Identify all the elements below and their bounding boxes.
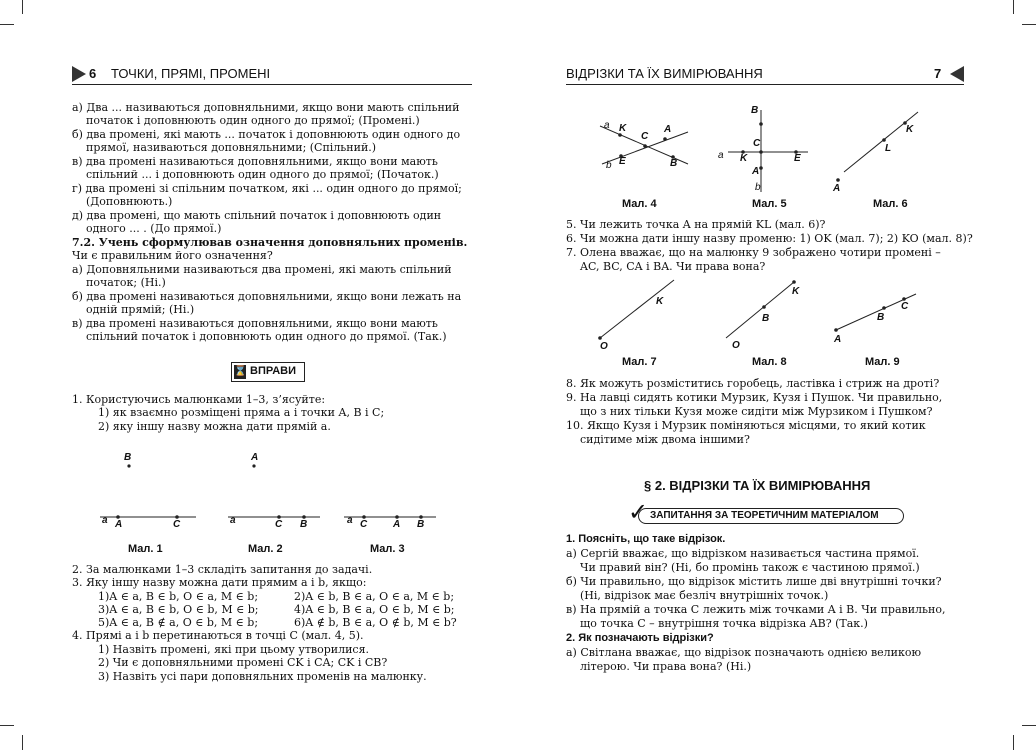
figure-2 <box>228 452 338 532</box>
text-line: б) Чи правильно, що відрізок містить лише дві внутрішні точки? <box>566 575 942 588</box>
exercise-3-item: 5)A ∈ a, B ∉ a, O ∈ b, M ∈ b; <box>98 616 259 629</box>
page-arrow-icon <box>950 66 964 82</box>
figure-caption: Мал. 4 <box>622 198 657 210</box>
text-line: спільний початок і доповнюють один одного до прямої. (Так.) <box>86 330 447 343</box>
text-line: 7.2. Учень сформулював означення доповняльних променів. <box>72 236 468 249</box>
exercises-label: ВПРАВИ <box>250 365 297 377</box>
exercise-1-item: 1) як взаємно розміщені пряма a і точки A, B і C; <box>98 406 385 419</box>
figure-caption: Мал. 9 <box>865 356 900 368</box>
point-label: C <box>753 138 761 149</box>
exercise-4-item: 2) Чи є доповняльними промені CK і CA; CK і CB? <box>98 656 388 669</box>
text-line: початок; (Ні.) <box>86 276 166 289</box>
figure-6 <box>838 110 928 190</box>
text-line: а) Доповняльними називаються два промені, які мають спільний <box>72 263 452 276</box>
crop-mark <box>1013 735 1014 750</box>
page-arrow-icon <box>72 66 86 82</box>
point-label: A <box>834 334 842 345</box>
text-line: літерою. Чи права вона? (Ні.) <box>580 660 752 673</box>
point <box>598 336 602 340</box>
crop-mark <box>1013 0 1014 14</box>
point-label: B <box>877 312 885 323</box>
point <box>882 306 886 310</box>
question-8: 8. Як можуть розміститись горобець, ластівка і стриж на дроті? <box>566 377 940 390</box>
text-line: в) два промені називаються доповняльними, якщо вони мають <box>72 317 438 330</box>
point-label: C <box>173 519 181 530</box>
crop-mark <box>1022 24 1036 25</box>
crop-mark <box>22 735 23 750</box>
point-label: a <box>718 150 724 161</box>
point-label: E <box>794 153 801 164</box>
point-label: B <box>670 158 678 169</box>
ray-l <box>844 112 918 172</box>
figure-4 <box>598 112 698 182</box>
exercise-3-item: 6)A ∉ b, B ∈ a, O ∉ b, M ∈ b? <box>294 616 457 629</box>
text-line: початок і доповнюють один одного до прямої; (Промені.) <box>86 114 420 127</box>
question-10: 10. Якщо Кузя і Мурзик поміняються місцями, то який котик <box>566 419 926 432</box>
figure-caption: Мал. 3 <box>370 543 405 555</box>
text-line: г) два промені зі спільним початком, які ... один одного до прямої; <box>72 182 462 195</box>
figure-caption: Мал. 2 <box>248 543 283 555</box>
crop-mark <box>1022 725 1036 726</box>
exercise-1: 1. Користуючись малюнками 1–3, з’ясуйте: <box>72 393 326 406</box>
section-title: § 2. ВІДРІЗКИ ТА ЇХ ВИМІРЮВАННЯ <box>644 478 871 493</box>
point-label: A <box>115 519 123 530</box>
point-label: A <box>251 452 259 463</box>
point <box>759 166 763 170</box>
point-label: K <box>792 286 800 297</box>
question-7: 7. Олена вважає, що на малюнку 9 зображено чотири промені – <box>566 246 941 259</box>
point-label: b <box>755 182 761 193</box>
question-9: 9. На лавці сидять котики Мурзик, Кузя і Пушок. Чи правильно, <box>566 391 943 404</box>
question-6: 6. Чи можна дати іншу назву променю: 1) OK (мал. 7); 2) KO (мал. 8)? <box>566 232 973 245</box>
text-line: а) Сергій вважає, що відрізком називається частина прямої. <box>566 547 920 560</box>
page-number: 6 <box>89 66 97 81</box>
figure-7 <box>598 278 688 348</box>
crop-mark <box>22 0 23 14</box>
figure-caption: Мал. 6 <box>873 198 908 210</box>
ray-ko <box>726 282 794 338</box>
point-label: C <box>641 131 649 142</box>
checkmark-icon: ✓ <box>628 498 649 526</box>
running-title: ТОЧКИ, ПРЯМІ, ПРОМЕНІ <box>111 66 271 81</box>
text-line: (Ні, відрізок має безліч внутрішніх точок.) <box>580 589 829 602</box>
crop-mark <box>0 725 14 726</box>
theory-question-1: 1. Поясніть, що таке відрізок. <box>566 533 726 545</box>
point-label: A <box>752 166 760 177</box>
point-label: a <box>102 515 108 526</box>
text-line: (Доповнюють.) <box>86 195 173 208</box>
point-label: A <box>833 183 841 194</box>
point-label: K <box>906 124 914 135</box>
text-line: б) два промені, які мають ... початок і доповнюють один одного до <box>72 128 461 141</box>
header-rule <box>566 84 964 85</box>
theory-label: ЗАПИТАННЯ ЗА ТЕОРЕТИЧНИМ МАТЕРІАЛОМ <box>650 510 879 521</box>
point-label: K <box>619 123 627 134</box>
figure-caption: Мал. 7 <box>622 356 657 368</box>
question-9-cont: що з них тільки Кузя може сидіти між Мурзиком і Пушком? <box>580 405 933 418</box>
point-label: C <box>275 519 283 530</box>
exercise-3-item: 3)A ∈ a, B ∈ b, O ∈ b, M ∈ b; <box>98 603 259 616</box>
point-label: A <box>664 124 672 135</box>
text-line: в) два промені називаються доповняльними, якщо вони мають <box>72 155 438 168</box>
question-5: 5. Чи лежить точка A на прямій KL (мал. 6)? <box>566 218 826 231</box>
question-7-cont: AC, BC, CA і BA. Чи права вона? <box>580 260 766 273</box>
exercise-3: 3. Яку іншу назву можна дати прямим a і b, якщо: <box>72 576 367 589</box>
point <box>882 138 886 142</box>
exercise-4-item: 1) Назвіть промені, які при цьому утворилися. <box>98 643 370 656</box>
text-line: спільний ... і доповнюють один одного до прямої; (Початок.) <box>86 168 439 181</box>
point <box>836 178 840 182</box>
point <box>127 464 130 467</box>
exercise-4-item: 3) Назвіть усі пари доповняльних променів на малюнку. <box>98 670 427 683</box>
text-line: а) Два ... називаються доповняльними, якщо вони мають спільний <box>72 101 460 114</box>
figure-5 <box>716 104 816 194</box>
question-10-cont: сидітиме між двома іншими? <box>580 433 750 446</box>
point <box>252 464 255 467</box>
point-label: B <box>417 519 425 530</box>
text-line: одного ... . (До прямої.) <box>86 222 222 235</box>
point <box>643 144 647 148</box>
text-line: що точка C – внутрішня точка відрізка AB? (Так.) <box>580 617 868 630</box>
point-label: a <box>347 515 353 526</box>
header-rule <box>72 84 472 85</box>
point-label: C <box>901 301 909 312</box>
point <box>759 150 763 154</box>
point-label: C <box>360 519 368 530</box>
text-line: в) На прямій a точка C лежить між точками A і B. Чи правильно, <box>566 603 946 616</box>
crop-mark <box>0 24 14 25</box>
point-label: K <box>656 296 664 307</box>
point-label: a <box>230 515 236 526</box>
text-line: одній прямій; (Ні.) <box>86 303 195 316</box>
point-label: L <box>885 143 892 154</box>
exercise-3-item: 4)A ∈ b, B ∈ a, O ∈ b, M ∈ b; <box>294 603 455 616</box>
theory-heading <box>628 498 906 526</box>
point-label: B <box>300 519 308 530</box>
exercise-4: 4. Прямі a і b перетинаються в точці C (мал. 4, 5). <box>72 629 364 642</box>
figure-caption: Мал. 1 <box>128 543 163 555</box>
text-line: Чи є правильним його означення? <box>72 249 273 262</box>
point-label: O <box>600 341 608 352</box>
text-line: д) два промені, що мають спільний початок і доповнюють один <box>72 209 442 222</box>
exercises-heading <box>231 362 305 382</box>
point-label: A <box>393 519 401 530</box>
exercise-2: 2. За малюнками 1–3 складіть запитання до задачі. <box>72 563 373 576</box>
point-label: b <box>606 160 612 171</box>
point-label: K <box>740 153 748 164</box>
exercise-3-item: 1)A ∈ a, B ∈ b, O ∈ a, M ∈ b; <box>98 590 259 603</box>
point-label: E <box>619 156 626 167</box>
theory-question-2: 2. Як позначають відрізки? <box>566 632 714 644</box>
text-line: а) Світлана вважає, що відрізок позначають однією великою <box>566 646 922 659</box>
page-number: 7 <box>934 66 942 81</box>
text-line: б) два промені називаються доповняльними, якщо вони лежать на <box>72 290 462 303</box>
point <box>762 305 766 309</box>
hourglass-icon: ⌛ <box>234 366 247 377</box>
point-label: O <box>732 340 740 351</box>
exercise-3-item: 2)A ∈ b, B ∈ a, O ∈ a, M ∈ b; <box>294 590 455 603</box>
text-line: прямої, називаються доповняльними; (Спільний.) <box>86 141 377 154</box>
running-title: ВІДРІЗКИ ТА ЇХ ВИМІРЮВАННЯ <box>566 66 763 81</box>
exercise-1-item: 2) яку іншу назву можна дати прямій a. <box>98 420 331 433</box>
ray-ok <box>600 280 674 338</box>
point-label: B <box>762 313 770 324</box>
text-line: Чи правий він? (Ні, бо промінь також є частиною прямої.) <box>580 561 920 574</box>
figure-caption: Мал. 8 <box>752 356 787 368</box>
point-label: a <box>604 120 610 131</box>
point <box>759 122 763 126</box>
point <box>792 280 796 284</box>
point-label: B <box>124 452 132 463</box>
point-label: B <box>751 105 759 116</box>
point <box>834 328 838 332</box>
point <box>663 137 667 141</box>
figure-caption: Мал. 5 <box>752 198 787 210</box>
